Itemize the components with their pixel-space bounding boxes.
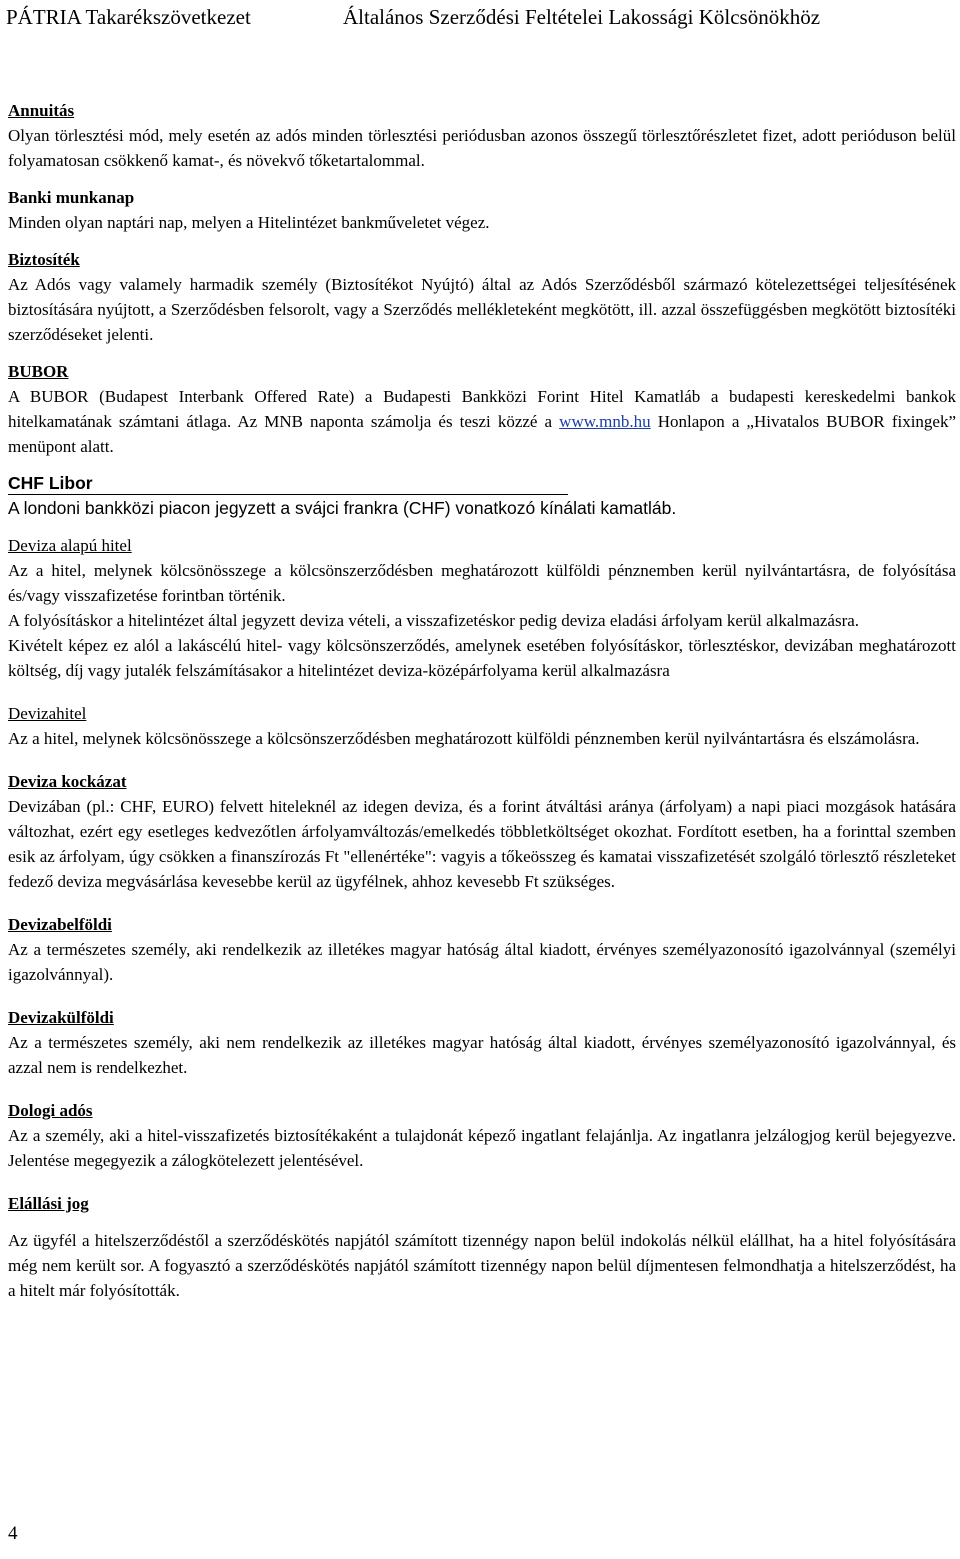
- term-heading-wrapper: [8, 471, 956, 496]
- term-definition: Az a hitel, melynek kölcsönösszege a kölcsönszerződésben meghatározott külföldi pénznemben kerül nyilvántartásra és elszámolásra.: [8, 729, 920, 748]
- term-definition: Az a természetes személy, aki rendelkezik az illetékes magyar hatóság által kiadott, érvényes személyazonosító igazolvánnyal (személyi igazolvánnyal).: [8, 940, 956, 984]
- term-heading: Devizakülföldi: [8, 1008, 114, 1027]
- term-definition-3: Kivételt képez ez alól a lakáscélú hitel- vagy kölcsönszerződés, amelynek esetében folyósításkor, törlesztéskor, devizában meghatározott költség, díj vagy jutalék felszámításakor a hitelintézet deviza-középárfolyama kerül alkalmazásra: [8, 636, 956, 680]
- term-heading: Devizahitel: [8, 704, 87, 723]
- term-heading: Biztosíték: [8, 250, 80, 269]
- term-definition: Az a hitel, melynek kölcsönösszege a kölcsönszerződésben meghatározott külföldi pénznemben kerül nyilvántartásra, de folyósítása és/vagy visszafizetése forintban történik.: [8, 561, 956, 605]
- definition-text: A BUBOR (Budapest Interbank Offered Rate) a Budapesti Bankközi Forint Hitel Kamatláb a budapesti kereskedelmi bankok hitelkamatának számtani átlaga. Az MNB naponta számolja és teszi közzé a: [8, 387, 956, 431]
- term-definition: A londoni bankközi piacon jegyzett a svájci frankra (CHF) vonatkozó kínálati kamatláb.: [8, 498, 677, 518]
- mnb-website-link[interactable]: www.mnb.hu: [559, 412, 651, 431]
- term-heading: Deviza alapú hitel: [8, 536, 132, 555]
- section-banki-munkanap: [8, 185, 956, 235]
- term-definition: Minden olyan naptári nap, melyen a Hitelintézet bankműveletet végez.: [8, 213, 490, 232]
- section-biztositek: [8, 247, 956, 347]
- term-definition: Devizában (pl.: CHF, EURO) felvett hiteleknél az idegen deviza, és a forint átváltási aránya (árfolyam) a napi piaci mozgások hatására változhat, ezért egy esetleges kedvezőtlen árfolyamváltozás/emelkedés többletköltséget okozhat. Fordított esetben, ha a forinttal szemben esik az árfolyam, úgy csökken a finanszírozás Ft "ellenértéke": vagyis a tőkeösszeg és kamatai visszafizetését szolgáló törlesztő részleteket fedező deviza megvásárlása kevesebbe kerül az ügyfélnek, ahhoz kevesebb Ft szükséges.: [8, 797, 956, 891]
- term-definition: Az a természetes személy, aki nem rendelkezik az illetékes magyar hatóság által kiadott, érvényes személyazonosító igazolvánnyal, és azzal nem is rendelkezhet.: [8, 1033, 956, 1077]
- section-chf-libor: [8, 471, 956, 521]
- definition-text-tail: Honlapon a „Hivatalos BUBOR fixingek” menüpont alatt.: [8, 412, 957, 456]
- term-heading: Dologi adós: [8, 1101, 93, 1120]
- term-definition: Az ügyfél a hitelszerződéstől a szerződéskötés napjától számított tizennégy napon belül indokolás nélkül elállhat, ha a hitel folyósítására még nem került sor. A fogyasztó a szerződéskötés napjától számított tizennégy napon belül díjmentesen felmondhatja a hitelszerződést, ha a hitelt már folyósították.: [8, 1231, 956, 1300]
- header-document-title: Általános Szerződési Feltételei Lakossági Kölcsönökhöz: [343, 5, 821, 29]
- term-heading: Annuitás: [8, 101, 75, 120]
- term-heading: Deviza kockázat: [8, 772, 127, 791]
- term-definition-2: A folyósításkor a hitelintézet által jegyzett deviza vételi, a visszafizetéskor pedig deviza eladási árfolyam kerül alkalmazásra.: [8, 611, 860, 630]
- section-devizakulfoldi: [8, 1005, 956, 1080]
- term-heading: Elállási jog: [8, 1194, 89, 1213]
- section-dologi-ados: [8, 1098, 956, 1173]
- term-heading: Devizabelföldi: [8, 915, 112, 934]
- section-deviza-alapu-hitel: [8, 533, 956, 683]
- term-definition: Az a személy, aki a hitel-visszafizetés biztosítékaként a tulajdonát képező ingatlant felajánlja. Az ingatlanra jelzálogjog kerül bejegyezve. Jelentése megegyezik a zálogkötelezett jelentésével.: [8, 1126, 956, 1170]
- section-devizahitel: [8, 701, 956, 751]
- page-header: [0, 0, 960, 40]
- section-deviza-kockazat: [8, 769, 956, 894]
- page-number: 4: [8, 1523, 18, 1544]
- term-definition: [8, 384, 956, 459]
- term-definition: Olyan törlesztési mód, mely esetén az adós minden törlesztési periódusban azonos összegű törlesztőrészletet fizet, adott perióduson belül folyamatosan csökkenő kamat-, és növekvő tőketartalommal.: [8, 126, 956, 170]
- term-definition: Az Adós vagy valamely harmadik személy (Biztosítékot Nyújtó) által az Adós Szerződésből származó kötelezettségei teljesítésének biztosítására nyújtott, a Szerződésben felsorolt, vagy a Szerződés mellékleteként megkötött, ill. azzal összefüggésben megkötött biztosítéki szerződéseket jelenti.: [8, 275, 956, 344]
- section-annuitas: [8, 98, 956, 173]
- section-devizabelfoldi: [8, 912, 956, 987]
- document-body: [8, 98, 956, 1315]
- term-heading: CHF Libor: [8, 472, 568, 495]
- term-heading: BUBOR: [8, 362, 69, 381]
- section-bubor: [8, 359, 956, 459]
- header-institution: PÁTRIA Takarékszövetkezet: [6, 5, 251, 29]
- term-heading: Banki munkanap: [8, 188, 135, 207]
- section-elallasi-jog: [8, 1191, 956, 1303]
